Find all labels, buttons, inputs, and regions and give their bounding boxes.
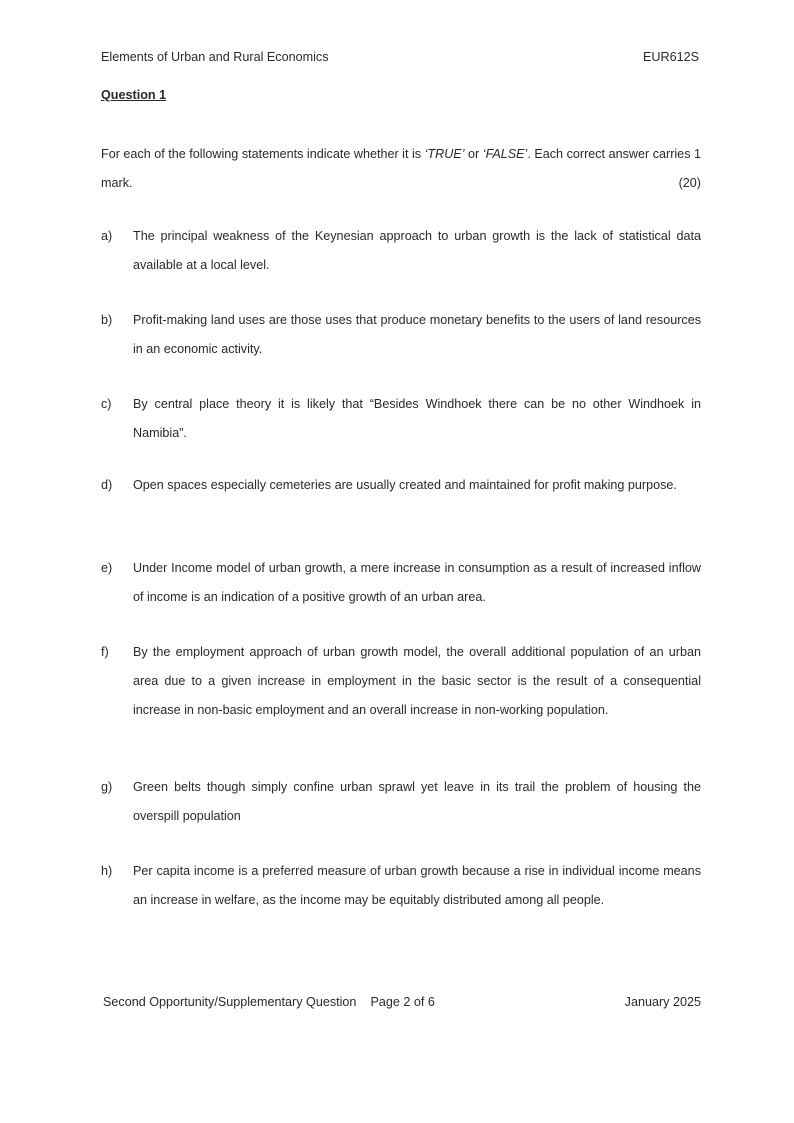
item-label: c) bbox=[101, 397, 112, 411]
item-text: By the employment approach of urban growth model, the overall additional population of an urban area due to a given increase in employment in the basic sector is the result of a consequential increase in non-basic employment and an overall increase in non-working population. bbox=[133, 645, 701, 717]
statement-e bbox=[101, 554, 701, 612]
item-label: f) bbox=[101, 645, 109, 659]
intro-text-after: . Each correct answer carries 1 mark. bbox=[101, 147, 702, 190]
page-number: Page 2 of 6 bbox=[370, 995, 435, 1009]
item-label: e) bbox=[101, 561, 113, 575]
item-text: Under Income model of urban growth, a mere increase in consumption as a result of increased inflow of income is an indication of a positive growth of an urban area. bbox=[133, 561, 701, 604]
statement-b bbox=[101, 306, 701, 364]
statement-h bbox=[101, 857, 701, 915]
footer-date: January 2025 bbox=[624, 995, 701, 1009]
statement-f bbox=[101, 638, 701, 725]
intro-or: or bbox=[464, 147, 483, 161]
item-label: b) bbox=[101, 313, 113, 327]
course-title: Elements of Urban and Rural Economics bbox=[101, 50, 329, 64]
course-code: EUR612S bbox=[642, 50, 699, 64]
item-label: a) bbox=[101, 229, 113, 243]
instructions bbox=[101, 140, 701, 198]
item-text: Open spaces especially cemeteries are usually created and maintained for profit making purpose. bbox=[133, 478, 677, 492]
item-label: g) bbox=[101, 780, 113, 794]
false-label: ‘FALSE’ bbox=[482, 147, 528, 161]
true-label: ‘TRUE’ bbox=[424, 147, 465, 161]
item-text: Green belts though simply confine urban sprawl yet leave in its trail the problem of housing the overspill population bbox=[133, 780, 701, 823]
footer-left bbox=[103, 995, 435, 1009]
question-title: Question 1 bbox=[101, 88, 167, 102]
item-text: Per capita income is a preferred measure of urban growth because a rise in individual income means an increase in welfare, as the income may be equitably distributed among all people. bbox=[133, 864, 701, 907]
item-text: The principal weakness of the Keynesian approach to urban growth is the lack of statistical data available at a local level. bbox=[133, 229, 701, 272]
statement-d bbox=[101, 471, 701, 500]
item-text: Profit-making land uses are those uses that produce monetary benefits to the users of land resources in an economic activity. bbox=[133, 313, 701, 356]
statement-g bbox=[101, 773, 701, 831]
footer-exam-type: Second Opportunity/Supplementary Question bbox=[103, 995, 357, 1009]
statement-c bbox=[101, 390, 701, 448]
statement-a bbox=[101, 222, 701, 280]
item-label: d) bbox=[101, 478, 113, 492]
intro-text: For each of the following statements indicate whether it is bbox=[101, 147, 425, 161]
item-text: By central place theory it is likely that “Besides Windhoek there can be no other Windhoek in Namibia”. bbox=[133, 397, 701, 440]
item-label: h) bbox=[101, 864, 113, 878]
marks: (20) bbox=[678, 176, 701, 190]
